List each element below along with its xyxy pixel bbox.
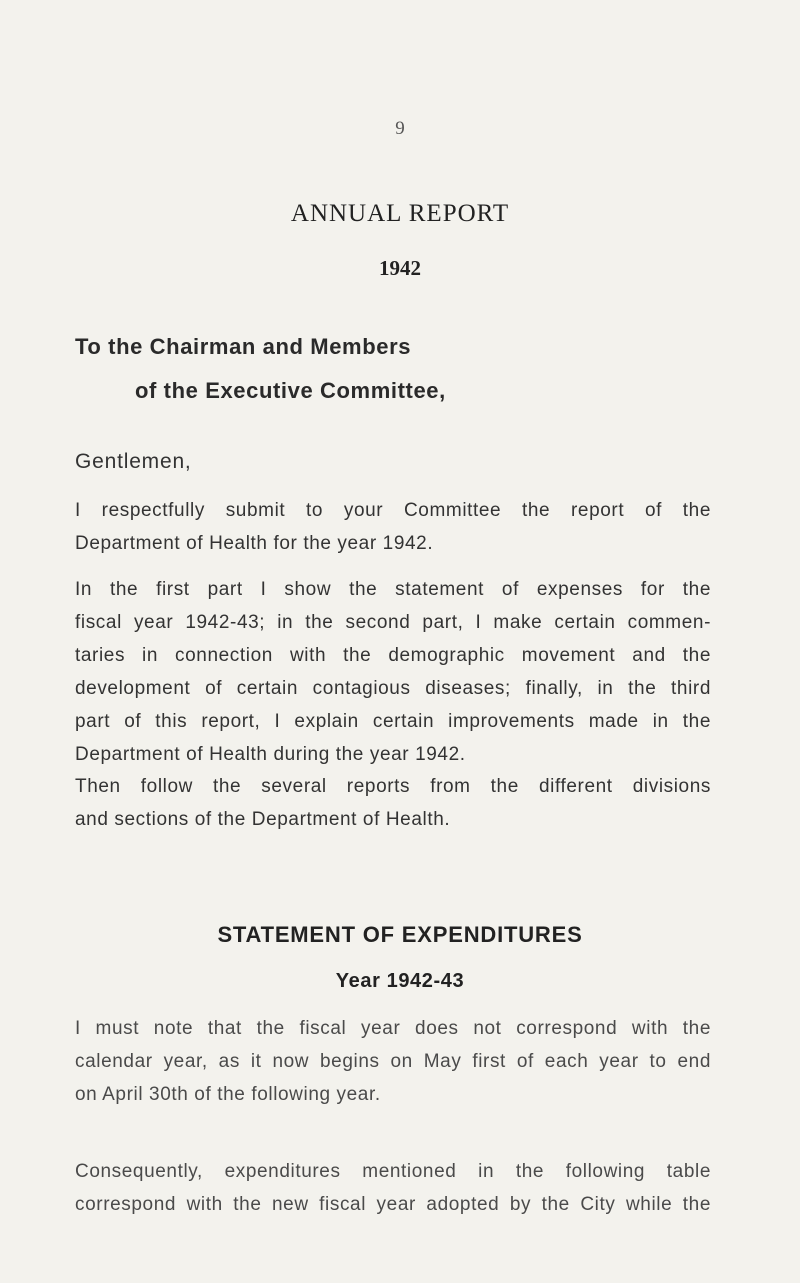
report-year: 1942 — [379, 256, 421, 280]
paragraph-line: Consequently, expenditures mentioned in the following table — [75, 1161, 711, 1182]
paragraph-line: Then follow the several reports from the different divisions — [75, 776, 711, 797]
section-title: STATEMENT OF EXPENDITURES — [217, 922, 583, 947]
paragraph-fiscal-year — [75, 1012, 711, 1111]
addressee-line-1: To the Chairman and Members — [75, 334, 412, 359]
paragraph-line: Department of Health during the year 1942. — [75, 744, 466, 765]
paragraph-line: taries in connection with the demographic movement and the — [75, 645, 711, 666]
paragraph-line: Department of Health for the year 1942. — [75, 533, 434, 554]
paragraph-intro — [75, 494, 711, 560]
report-title: ANNUAL REPORT — [290, 200, 510, 227]
paragraph-line: development of certain contagious diseases; finally, in the third — [75, 678, 711, 699]
paragraph-line: part of this report, I explain certain improvements made in the — [75, 711, 711, 732]
section-year: Year 1942-43 — [335, 970, 465, 992]
paragraph-consequently — [75, 1155, 711, 1221]
page-number: 9 — [395, 118, 405, 139]
paragraph-line: and sections of the Department of Health. — [75, 809, 451, 830]
paragraph-divisions — [75, 770, 711, 836]
paragraph-line: In the first part I show the statement of expenses for the — [75, 579, 711, 600]
paragraph-outline — [75, 573, 711, 771]
paragraph-line: I respectfully submit to your Committee the report of the — [75, 500, 711, 521]
paragraph-line: calendar year, as it now begins on May first of each year to end — [75, 1051, 711, 1072]
addressee-line-2: of the Executive Committee, — [135, 378, 446, 403]
paragraph-line: fiscal year 1942-43; in the second part, I make certain commen- — [75, 612, 711, 633]
paragraph-line: I must note that the fiscal year does not correspond with the — [75, 1018, 711, 1039]
paragraph-line: correspond with the new fiscal year adopted by the City while the — [75, 1194, 711, 1215]
salutation: Gentlemen, — [75, 450, 192, 473]
paragraph-line: on April 30th of the following year. — [75, 1084, 381, 1105]
